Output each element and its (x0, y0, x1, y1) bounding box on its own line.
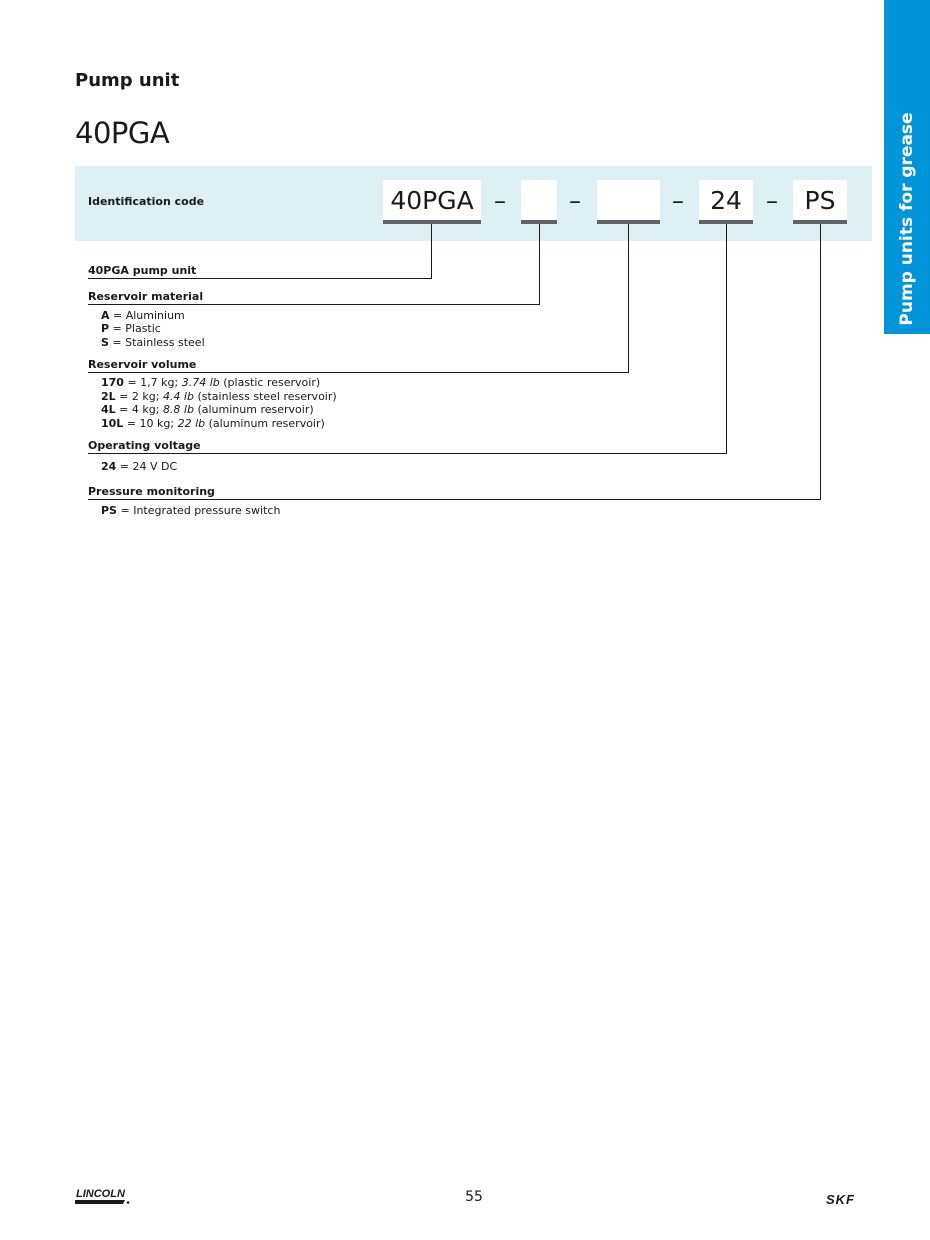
skf-logo (826, 1191, 874, 1210)
connector-line (431, 224, 432, 279)
code-box-pressure: PS (793, 180, 847, 224)
list-item: 24 = 24 V DC (101, 460, 178, 473)
identification-code-label: Identification code (88, 195, 205, 208)
list-item: 2L = 2 kg; 4.4 lb (stainless steel reservoir) (101, 390, 337, 403)
code-box-model: 40PGA (383, 180, 481, 224)
page-title: 40PGA (75, 116, 170, 150)
connector-line (820, 224, 821, 500)
connector-line (88, 304, 540, 305)
connector-line (726, 224, 727, 454)
side-tab-label: Pump units for grease (897, 112, 917, 326)
list-item: 170 = 1,7 kg; 3.74 lb (plastic reservoir) (101, 376, 321, 389)
code-box-voltage: 24 (699, 180, 753, 224)
group-title-pressure-monitoring: Pressure monitoring (88, 485, 215, 498)
side-section-tab (884, 0, 930, 334)
list-item: S = Stainless steel (101, 336, 205, 349)
group-title-reservoir-material: Reservoir material (88, 290, 204, 303)
page-subtitle: Pump unit (75, 70, 180, 91)
code-separator: – (766, 187, 778, 215)
code-box-material (521, 180, 557, 224)
svg-text:LINCOLN: LINCOLN (76, 1188, 125, 1200)
page-number: 55 (465, 1189, 483, 1205)
group-title-operating-voltage: Operating voltage (88, 439, 201, 452)
code-separator: – (672, 187, 684, 215)
code-box-volume (597, 180, 660, 224)
list-item: A = Aluminium (101, 309, 185, 322)
connector-line (88, 453, 727, 454)
connector-line (88, 372, 629, 373)
group-title-reservoir-volume: Reservoir volume (88, 358, 197, 371)
connector-line (539, 224, 540, 305)
list-item: 4L = 4 kg; 8.8 lb (aluminum reservoir) (101, 403, 314, 416)
code-separator: – (569, 187, 581, 215)
connector-line (628, 224, 629, 373)
list-item: PS = Integrated pressure switch (101, 504, 281, 517)
connector-line (88, 499, 821, 500)
connector-line (88, 278, 432, 279)
group-title-pump-unit: 40PGA pump unit (88, 264, 197, 277)
list-item: P = Plastic (101, 322, 161, 335)
list-item: 10L = 10 kg; 22 lb (aluminum reservoir) (101, 417, 325, 430)
code-separator: – (494, 187, 506, 215)
svg-text:SKF: SKF (826, 1192, 855, 1206)
